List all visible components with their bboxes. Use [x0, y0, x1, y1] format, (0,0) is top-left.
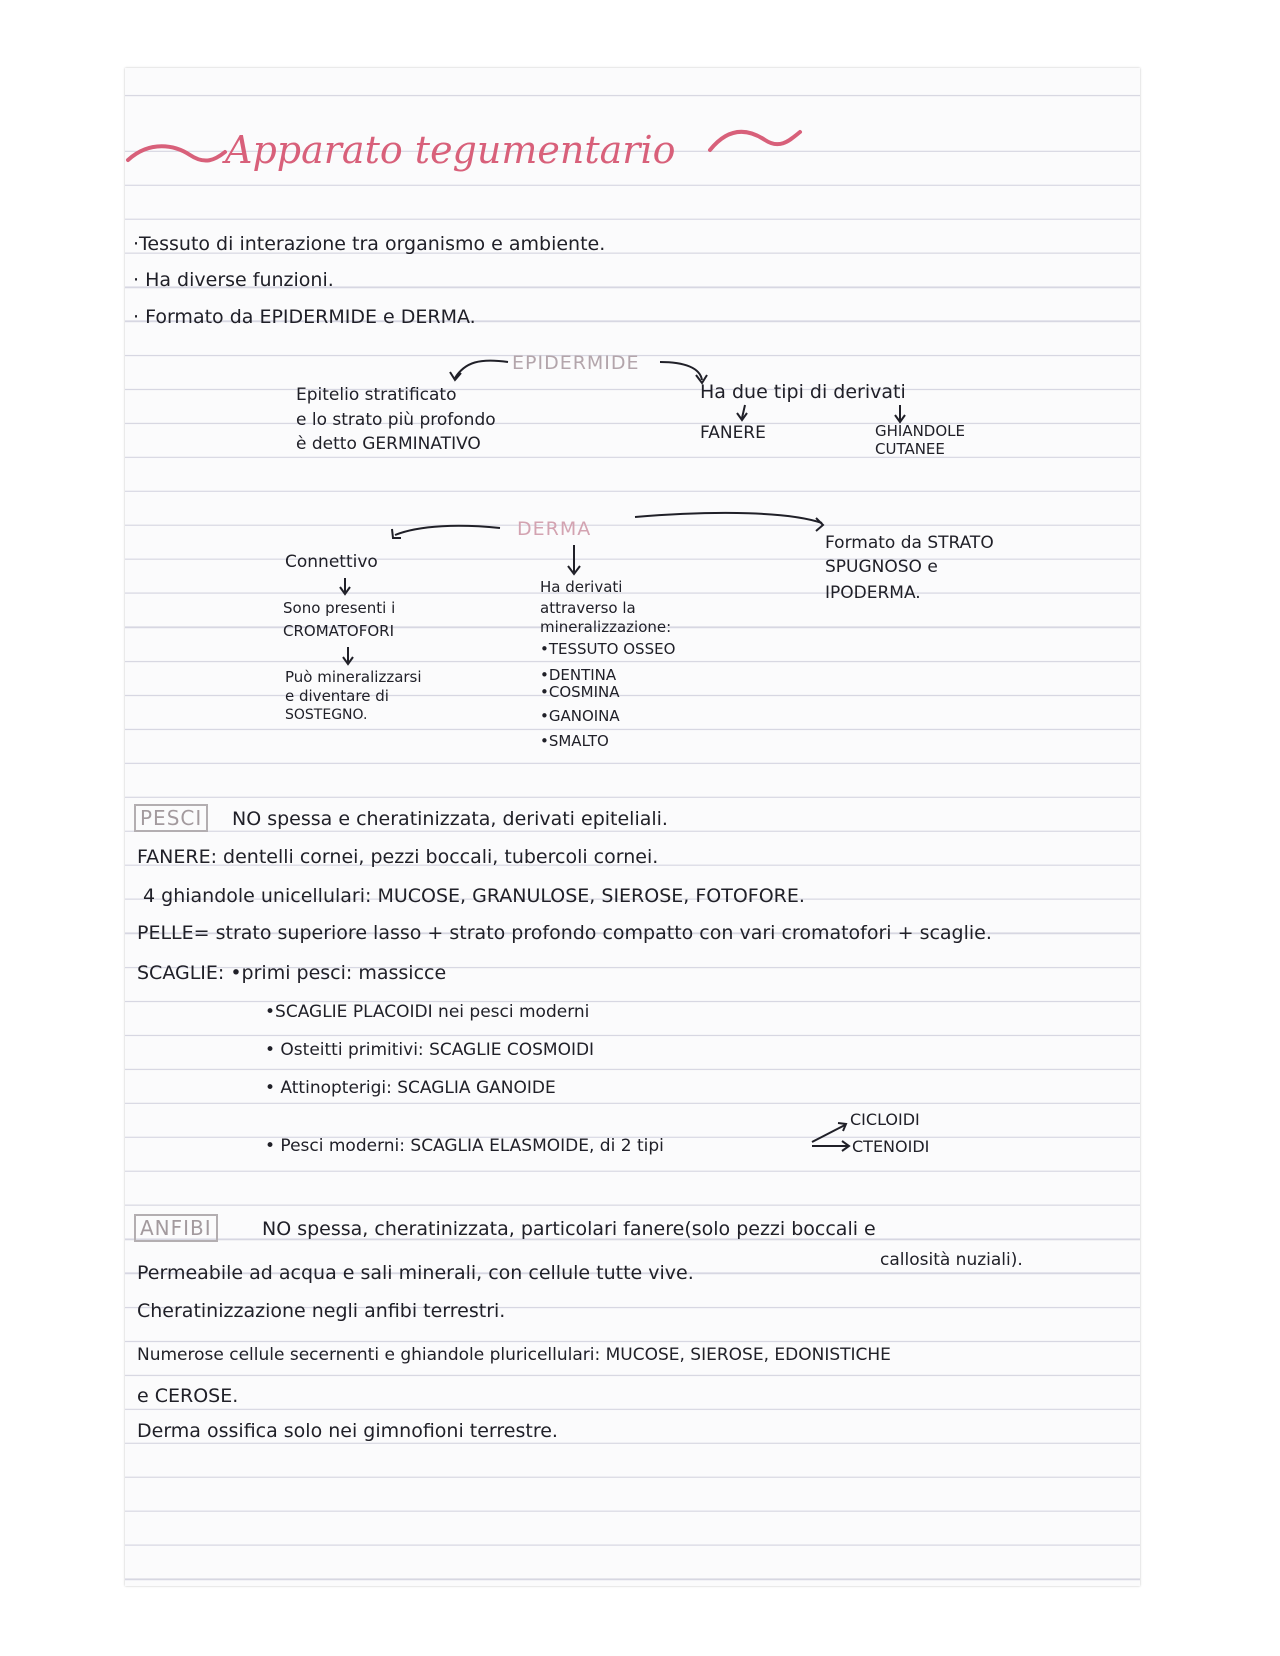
cromatofori-line-1: Sono presenti i [283, 599, 396, 617]
derivati-item-1: •TESSUTO OSSEO [540, 640, 676, 658]
formato-line-3: IPODERMA. [825, 583, 921, 603]
derivati-item-4: •GANOINA [540, 707, 620, 725]
anfibi-line-1: NO spessa, cheratinizzata, particolari fanere(solo pezzi boccali e [262, 1218, 876, 1240]
ghiandole-line-2: CUTANEE [875, 440, 945, 458]
anfibi-line-1b: callosità nuziali). [880, 1250, 1023, 1270]
epidermide-left-3: è detto GERMINATIVO [296, 434, 481, 454]
epidermide-left-1: Epitelio stratificato [296, 385, 457, 405]
arrow-derma-left [395, 526, 500, 535]
pesci-line-2: FANERE: dentelli cornei, pezzi boccali, tubercoli cornei. [137, 846, 659, 868]
arrow-epidermide-right [660, 362, 702, 380]
derivati-line-2: attraverso la [540, 599, 636, 617]
epidermide-left-2: e lo strato più profondo [296, 410, 496, 430]
tipo-ctenoidi: CTENOIDI [852, 1137, 930, 1156]
derivati-line-1: Ha derivati [540, 578, 623, 596]
epidermide-right-head: Ha due tipi di derivati [700, 381, 906, 403]
intro-line-3: · Formato da EPIDERMIDE e DERMA. [133, 306, 476, 328]
pesci-line-1: NO spessa e cheratinizzata, derivati epiteliali. [232, 808, 668, 830]
pesci-bullet-1: •SCAGLIE PLACOIDI nei pesci moderni [265, 1002, 590, 1022]
pesci-bullet-3: • Attinopterigi: SCAGLIA GANOIDE [265, 1078, 556, 1098]
derivati-item-3: •COSMINA [540, 683, 620, 701]
arrow-derma-right [635, 513, 822, 523]
intro-line-2: · Ha diverse funzioni. [133, 269, 334, 291]
pesci-line-3: 4 ghiandole unicellulari: MUCOSE, GRANULOSE, SIEROSE, FOTOFORE. [143, 885, 805, 907]
derivati-item-5: •SMALTO [540, 732, 609, 750]
tipo-cicloidi: CICLOIDI [850, 1110, 920, 1129]
derma-label: DERMA [517, 518, 592, 540]
sostegno-line-2: e diventare di [285, 687, 389, 705]
derivati-item-2: •DENTINA [540, 666, 617, 684]
anfibi-line-4: Numerose cellule secernenti e ghiandole pluricellulari: MUCOSE, SIEROSE, EDONISTICHE [137, 1345, 891, 1365]
anfibi-line-2: Permeabile ad acqua e sali minerali, con cellule tutte vive. [137, 1262, 694, 1284]
title-right-swirl [710, 132, 800, 150]
epidermide-label: EPIDERMIDE [512, 352, 640, 374]
title-left-swirl [128, 146, 225, 160]
arrow-epidermide-left [455, 361, 508, 378]
anfibi-label-box: ANFIBI [134, 1214, 218, 1242]
pesci-label-box: PESCI [134, 804, 208, 832]
pesci-bullet-4: • Pesci moderni: SCAGLIA ELASMOIDE, di 2 tipi [265, 1136, 664, 1156]
arrow-cicloidi [812, 1125, 845, 1142]
formato-line-1: Formato da STRATO [825, 533, 994, 553]
anfibi-line-3: Cheratinizzazione negli anfibi terrestri. [137, 1300, 506, 1322]
cromatofori-line-2: CROMATOFORI [283, 622, 394, 640]
connettivo-label: Connettivo [285, 552, 378, 572]
ghiandole-line-1: GHIANDOLE [875, 422, 965, 440]
fanere-label: FANERE [700, 423, 766, 443]
anfibi-line-5: e CEROSE. [137, 1385, 239, 1407]
formato-line-2: SPUGNOSO e [825, 557, 938, 577]
pesci-line-4: PELLE= strato superiore lasso + strato profondo compatto con vari cromatofori + scaglie. [137, 922, 992, 944]
sostegno-line-1: Può mineralizzarsi [285, 668, 422, 686]
intro-line-1: ·Tessuto di interazione tra organismo e ambiente. [133, 233, 606, 255]
pesci-bullet-2: • Osteitti primitivi: SCAGLIE COSMOIDI [265, 1040, 595, 1060]
anfibi-line-6: Derma ossifica solo nei gimnofioni terrestre. [137, 1420, 558, 1442]
page-title: Apparato tegumentario [225, 128, 676, 172]
sostegno-line-3: SOSTEGNO. [285, 707, 368, 723]
pesci-line-5: SCAGLIE: •primi pesci: massicce [137, 962, 447, 984]
derivati-line-3: mineralizzazione: [540, 618, 672, 636]
